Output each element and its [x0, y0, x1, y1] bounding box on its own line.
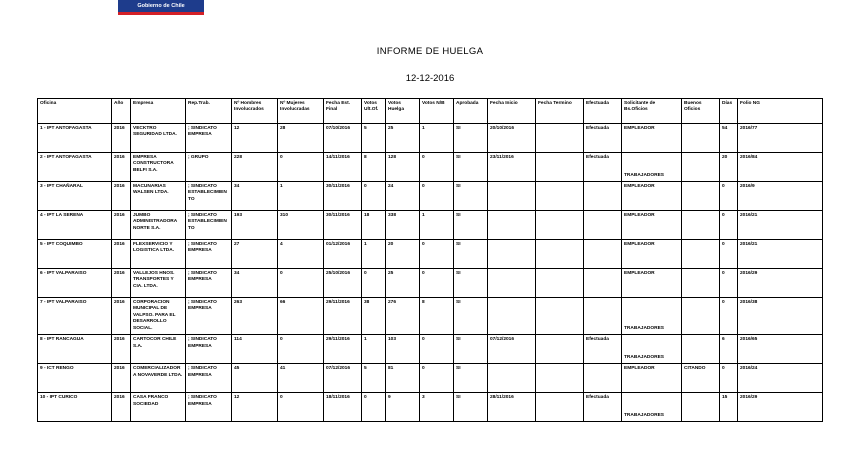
table-cell: ; SINDICATO ESTABLECIMIENTO — [186, 211, 232, 240]
table-cell: 0 — [420, 240, 454, 269]
table-cell: 0 — [720, 240, 738, 269]
table-cell: 0 — [420, 182, 454, 211]
table-cell — [584, 182, 622, 211]
table-cell: 10 - IPT CURICO — [38, 393, 112, 422]
table-cell: 34 — [232, 182, 278, 211]
table-row — [38, 393, 823, 422]
table-cell: 0 — [278, 393, 324, 422]
table-cell — [536, 182, 584, 211]
table-cell: ; GRUPO — [186, 153, 232, 182]
table-cell — [682, 298, 720, 335]
logo-text: Gobierno de Chile — [137, 3, 185, 9]
table-cell: COMERCIALIZADORA NOVAVERDE LTDA. — [131, 364, 186, 393]
table-cell — [536, 269, 584, 298]
table-row — [38, 240, 823, 269]
table-cell: CASA FRANCO SOCIEDAD — [131, 393, 186, 422]
table-cell: 0 — [720, 269, 738, 298]
table-cell — [682, 153, 720, 182]
table-cell: 2016/29 — [738, 393, 823, 422]
table-cell: EMPRESA CONSTRUCTORA BELFI S.A. — [131, 153, 186, 182]
table-cell: 01/12/2016 — [324, 240, 362, 269]
table-cell: SI — [454, 269, 488, 298]
table-cell: ; SINDICATO EMPRESA — [186, 124, 232, 153]
table-cell: 0 — [420, 364, 454, 393]
table-cell: 23/11/2016 — [488, 153, 536, 182]
table-cell: 0 — [362, 269, 386, 298]
table-cell: 2016/9 — [738, 182, 823, 211]
table-cell: 18/11/2016 — [324, 393, 362, 422]
column-header: Fecha Est. Final — [324, 99, 362, 124]
table-cell: JUMBO ADMINISTRADORA NORTE S.A. — [131, 211, 186, 240]
table-cell: SI — [454, 124, 488, 153]
table-cell: 9 — [386, 393, 420, 422]
table-cell: 5 — [362, 124, 386, 153]
table-cell — [488, 211, 536, 240]
table-cell: ; SINDICATO EMPRESA — [186, 393, 232, 422]
table-cell: 0 — [362, 182, 386, 211]
table-cell: 0 — [720, 298, 738, 335]
table-cell: 193 — [232, 211, 278, 240]
table-cell: 38 — [362, 298, 386, 335]
table-cell: CITANDO — [682, 364, 720, 393]
table-cell — [682, 335, 720, 364]
table-cell: 66 — [278, 298, 324, 335]
table-row — [38, 124, 823, 153]
logo-red-stripe — [118, 12, 204, 15]
table-cell: SI — [454, 393, 488, 422]
table-cell: SI — [454, 182, 488, 211]
table-cell — [682, 211, 720, 240]
table-cell: SI — [454, 153, 488, 182]
table-cell: 34 — [232, 269, 278, 298]
table-cell: 0 — [720, 364, 738, 393]
table-cell: 263 — [232, 298, 278, 335]
table-cell — [682, 124, 720, 153]
table-cell: 12 — [232, 393, 278, 422]
table-cell: 310 — [278, 211, 324, 240]
table-cell: 14/11/2016 — [324, 153, 362, 182]
table-cell: 12 — [232, 124, 278, 153]
column-header: Días — [720, 99, 738, 124]
table-cell: 2016/38 — [738, 298, 823, 335]
table-cell — [536, 364, 584, 393]
column-header: Folio NG — [738, 99, 823, 124]
table-cell: 1 — [362, 335, 386, 364]
table-cell: 4 - IPT LA SERENA — [38, 211, 112, 240]
table-cell: 15 — [720, 393, 738, 422]
column-header: Oficina — [38, 99, 112, 124]
table-cell: 5 — [362, 364, 386, 393]
table-cell: 28 — [278, 124, 324, 153]
table-cell: 2016/21 — [738, 240, 823, 269]
table-cell: 2016/77 — [738, 124, 823, 153]
table-cell — [536, 298, 584, 335]
column-header: Aprobada — [454, 99, 488, 124]
table-cell: Efectuada — [584, 124, 622, 153]
table-cell: TRABAJADORES — [622, 298, 682, 335]
table-cell — [536, 153, 584, 182]
table-row — [38, 153, 823, 182]
table-row — [38, 182, 823, 211]
table-cell: 30/11/2016 — [324, 182, 362, 211]
table-cell: TRABAJADORES — [622, 153, 682, 182]
table-cell: 30/11/2016 — [324, 211, 362, 240]
table-cell: 07/12/2016 — [324, 364, 362, 393]
table-cell: ; SINDICATO EMPRESA — [186, 269, 232, 298]
table-cell: 27 — [232, 240, 278, 269]
table-cell: 1 - IPT ANTOFAGASTA — [38, 124, 112, 153]
table-cell — [488, 298, 536, 335]
table-cell: 0 — [278, 153, 324, 182]
table-cell: 2016 — [112, 182, 131, 211]
table-cell: Efectuada — [584, 335, 622, 364]
table-cell — [682, 269, 720, 298]
column-header: Votos Ult.Of. — [362, 99, 386, 124]
column-header: Nº Hombres Involucrados — [232, 99, 278, 124]
table-cell: TRABAJADORES — [622, 335, 682, 364]
table-cell: 0 — [720, 182, 738, 211]
table-cell: 2016/65 — [738, 335, 823, 364]
table-cell: SI — [454, 240, 488, 269]
table-cell: 3 - IPT CHAÑARAL — [38, 182, 112, 211]
table-cell: SI — [454, 335, 488, 364]
table-cell: 3 — [420, 393, 454, 422]
table-cell: 2 - IPT ANTOFAGASTA — [38, 153, 112, 182]
table-cell: 6 - IPT VALPARAISO — [38, 269, 112, 298]
column-header: Fecha Termino — [536, 99, 584, 124]
table-cell: EMPLEADOR — [622, 364, 682, 393]
table-cell: 20/10/2016 — [488, 124, 536, 153]
table-cell — [488, 364, 536, 393]
table-cell: FLEXSERVICIO Y LOGISTICA LTDA. — [131, 240, 186, 269]
table-cell: 228 — [232, 153, 278, 182]
table-cell: VECKTRO SEGURIDAD LTDA. — [131, 124, 186, 153]
table-cell: 2016/29 — [738, 269, 823, 298]
table-cell: 25 — [386, 124, 420, 153]
report-date: 12-12-2016 — [405, 73, 455, 84]
table-cell: ; SINDICATO EMPRESA — [186, 298, 232, 335]
column-header: Efectuada — [584, 99, 622, 124]
table-cell: 9 - ICT RENGO — [38, 364, 112, 393]
table-cell: 18 — [362, 211, 386, 240]
table-cell: 2016 — [112, 269, 131, 298]
table-cell: 0 — [278, 335, 324, 364]
table-cell: 0 — [720, 211, 738, 240]
table-cell: 0 — [420, 153, 454, 182]
table-cell — [488, 269, 536, 298]
table-cell — [682, 393, 720, 422]
table-cell: EMPLEADOR — [622, 182, 682, 211]
table-cell: 0 — [420, 269, 454, 298]
table-cell: Efectuada — [584, 153, 622, 182]
table-cell: MACUNARIAS WALSEN LTDA. — [131, 182, 186, 211]
table-row — [38, 298, 823, 335]
table-cell: 114 — [232, 335, 278, 364]
strike-report-table — [37, 98, 823, 422]
table-cell — [584, 364, 622, 393]
table-cell: 2016 — [112, 393, 131, 422]
column-header: Nº Mujeres Involucradas — [278, 99, 324, 124]
table-cell: EMPLEADOR — [622, 240, 682, 269]
column-header: Votos Huelga — [386, 99, 420, 124]
table-cell: 2016 — [112, 240, 131, 269]
table-cell: ; SINDICATO EMPRESA — [186, 335, 232, 364]
table-cell: VALLEJOS HNOS. TRANSPORTES Y CIA. LTDA. — [131, 269, 186, 298]
table-cell: Efectuada — [584, 393, 622, 422]
report-title: INFORME DE HUELGA — [376, 46, 484, 57]
table-cell — [584, 269, 622, 298]
table-cell: 07/10/2016 — [324, 124, 362, 153]
table-cell: 2016 — [112, 298, 131, 335]
table-cell: 07/12/2016 — [488, 335, 536, 364]
table-cell: 8 — [420, 298, 454, 335]
table-cell: 29/11/2016 — [324, 298, 362, 335]
table-cell: SI — [454, 364, 488, 393]
table-cell: 338 — [386, 211, 420, 240]
table-cell: 29/11/2016 — [324, 335, 362, 364]
table-cell: 25 — [386, 269, 420, 298]
table-cell — [536, 240, 584, 269]
table-row — [38, 211, 823, 240]
table-cell: 2016/84 — [738, 153, 823, 182]
table-cell — [682, 182, 720, 211]
table-cell — [536, 335, 584, 364]
table-cell: 5 - IPT COQUIMBO — [38, 240, 112, 269]
column-header: Empresa — [131, 99, 186, 124]
table-cell: 8 — [362, 153, 386, 182]
column-header: Rep.Trab. — [186, 99, 232, 124]
table-cell: 2016 — [112, 364, 131, 393]
table-cell: EMPLEADOR — [622, 269, 682, 298]
table-row — [38, 364, 823, 393]
table-cell: 28/11/2016 — [488, 393, 536, 422]
column-header: Fecha Inicio — [488, 99, 536, 124]
table-cell: 2016/24 — [738, 364, 823, 393]
table-cell: 2016/21 — [738, 211, 823, 240]
table-row — [38, 269, 823, 298]
table-row — [38, 335, 823, 364]
table-cell: 7 - IPT VALPARAISO — [38, 298, 112, 335]
table-header-row — [38, 99, 823, 124]
table-cell: 2016 — [112, 335, 131, 364]
table-cell: 1 — [420, 124, 454, 153]
table-cell: ; SINDICATO EMPRESA — [186, 364, 232, 393]
table-cell: 8 - IPT RANCAGUA — [38, 335, 112, 364]
table-cell: SI — [454, 211, 488, 240]
table-cell: EMPLEADOR — [622, 124, 682, 153]
table-cell: 54 — [720, 124, 738, 153]
table-cell: 1 — [362, 240, 386, 269]
table-cell: 276 — [386, 298, 420, 335]
column-header: Buenos Oficios — [682, 99, 720, 124]
column-header: Año — [112, 99, 131, 124]
table-cell — [488, 240, 536, 269]
table-cell: TRABAJADORES — [622, 393, 682, 422]
table-cell — [536, 211, 584, 240]
table-cell: 0 — [278, 269, 324, 298]
table-cell: 0 — [420, 335, 454, 364]
table-cell: ; SINDICATO EMPRESA — [186, 240, 232, 269]
table-cell: 20 — [386, 240, 420, 269]
table-cell — [584, 211, 622, 240]
table-cell: SI — [454, 298, 488, 335]
table-cell: 2016 — [112, 124, 131, 153]
table-cell — [584, 240, 622, 269]
table-cell: ; SINDICATO ESTABLECIMIENTO — [186, 182, 232, 211]
table-cell: 24 — [386, 182, 420, 211]
table-cell: 6 — [720, 335, 738, 364]
table-cell: EMPLEADOR — [622, 211, 682, 240]
table-cell: 20 — [720, 153, 738, 182]
table-cell: 1 — [420, 211, 454, 240]
table-cell: CORPORACION MUNICIPAL DE VALPSO. PARA EL DESARROLLO SOCIAL. — [131, 298, 186, 335]
table-cell — [536, 124, 584, 153]
table-cell: 2016 — [112, 211, 131, 240]
table-cell: 41 — [278, 364, 324, 393]
table-cell: 45 — [232, 364, 278, 393]
table-cell: 2016 — [112, 153, 131, 182]
table-cell: 103 — [386, 335, 420, 364]
table-body — [38, 124, 823, 422]
table-cell: 128 — [386, 153, 420, 182]
table-cell — [682, 240, 720, 269]
table-cell: 4 — [278, 240, 324, 269]
column-header: Solicitante de Bs.Oficios — [622, 99, 682, 124]
table-cell: 25/10/2016 — [324, 269, 362, 298]
column-header: Votos N/B — [420, 99, 454, 124]
table-cell: 0 — [362, 393, 386, 422]
table-cell — [488, 182, 536, 211]
table-cell — [584, 298, 622, 335]
table-cell — [536, 393, 584, 422]
gobierno-de-chile-logo — [118, 0, 204, 15]
table-cell: 1 — [278, 182, 324, 211]
table-cell: 81 — [386, 364, 420, 393]
table-cell: CARTOCOR CHILE S.A. — [131, 335, 186, 364]
